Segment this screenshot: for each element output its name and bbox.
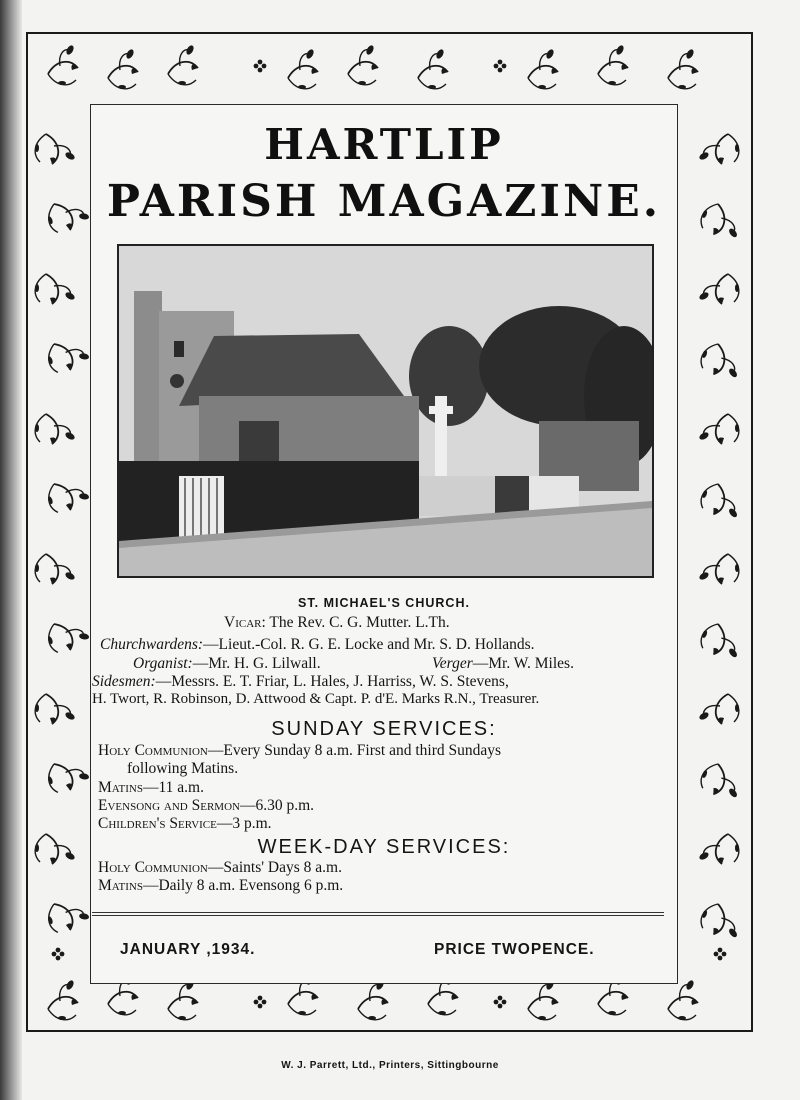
weekday-hc-text: —Saints' Days 8 a.m. [207, 859, 342, 876]
issue-price: PRICE TWOPENCE. [434, 941, 595, 958]
sunday-matins-text: —11 a.m. [142, 779, 204, 796]
churchwardens-label: Churchwardens: [100, 636, 204, 653]
sunday-evensong [98, 797, 314, 815]
weekday-holy-communion [98, 859, 342, 877]
weekday-matins-text: —Daily 8 a.m. Evensong 6 p.m. [142, 877, 344, 894]
organist-line [133, 655, 321, 673]
sunday-childrens-service [98, 815, 272, 833]
sidesmen-line-2: H. Twort, R. Robinson, D. Attwood & Capt. P. d'E. Marks R.N., Treasurer. [92, 691, 540, 707]
printer-credit: W. J. Parrett, Ltd., Printers, Sittingbourne [281, 1060, 499, 1071]
weekday-matins-label: Matins [98, 877, 143, 894]
sidesmen-line-1 [92, 673, 509, 691]
weekday-matins [98, 877, 343, 895]
verger-line [432, 655, 574, 673]
sunday-matins [98, 779, 204, 797]
sunday-hc-label: Holy Communion [98, 742, 208, 759]
vicar-label: Vicar: [224, 614, 266, 631]
sunday-hc-text: —Every Sunday 8 a.m. First and third Sundays [207, 742, 502, 759]
vicar-name: The Rev. C. G. Mutter. L.Th. [269, 614, 450, 631]
sunday-services-heading: SUNDAY SERVICES: [271, 718, 497, 740]
church-photograph [117, 244, 654, 578]
vicar-line [224, 614, 450, 632]
divider-rule [92, 912, 664, 913]
sidesmen-label: Sidesmen: [92, 673, 156, 690]
title-line-2: PARISH MAGAZINE. [106, 176, 662, 227]
church-scene-illustration [119, 246, 652, 576]
sunday-children-text: —3 p.m. [216, 815, 272, 832]
organist-label: Organist: [133, 655, 193, 672]
verger-name: —Mr. W. Miles. [472, 655, 574, 672]
sunday-hc-continuation: following Matins. [127, 760, 239, 777]
weekday-hc-label: Holy Communion [98, 859, 208, 876]
sunday-evensong-text: —6.30 p.m. [239, 797, 315, 814]
churchwardens-names: —Lieut.-Col. R. G. E. Locke and Mr. S. D. Hollands. [203, 636, 535, 653]
sunday-children-label: Children's Service [98, 815, 217, 832]
sidesmen-names-1: —Messrs. E. T. Friar, L. Hales, J. Harriss, W. S. Stevens, [155, 673, 509, 690]
organist-name: —Mr. H. G. Lilwall. [192, 655, 321, 672]
binding-shadow [0, 0, 22, 1100]
title-line-1: HARTLIP [264, 120, 504, 169]
issue-date: JANUARY ,1934. [120, 941, 256, 958]
sunday-evensong-label: Evensong and Sermon [98, 797, 240, 814]
divider-rule-second [92, 915, 664, 916]
sunday-matins-label: Matins [98, 779, 143, 796]
churchwardens-line [100, 636, 535, 654]
weekday-services-heading: WEEK-DAY SERVICES: [257, 836, 511, 858]
photo-caption: ST. MICHAEL'S CHURCH. [298, 596, 470, 610]
sunday-holy-communion [98, 742, 501, 760]
verger-label: Verger [432, 655, 473, 672]
